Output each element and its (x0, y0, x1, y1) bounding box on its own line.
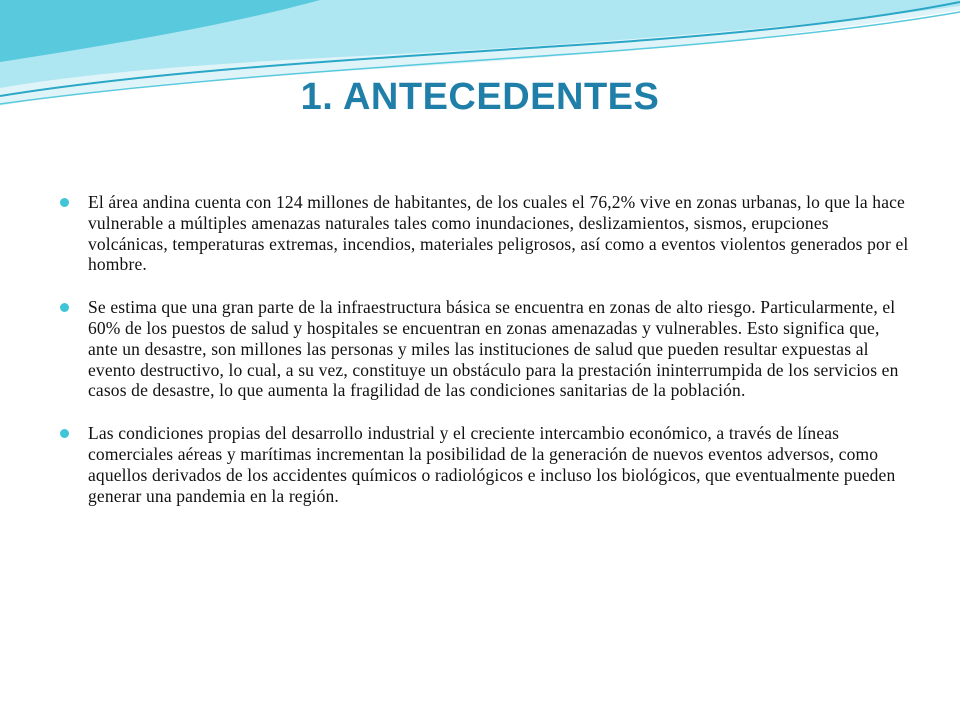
bullet-text: Se estima que una gran parte de la infraestructura básica se encuentra en zonas de alto riesgo. Particularmente, el 60% de los puestos de salud y hospitales se encuentran en zonas amenazadas y vulnerables. Esto significa que, ante un desastre, son millones las personas y miles las instituciones de salud que pueden resultar expuestas al evento destructivo, lo cual, a su vez, constituye un obstáculo para la prestación ininterrumpida de los servicios en casos de desastre, lo que aumenta la fragilidad de las condiciones sanitarias de la población. (88, 297, 899, 401)
list-item (60, 423, 910, 506)
bullet-icon (60, 303, 69, 312)
bullet-list (60, 192, 910, 528)
bullet-text: El área andina cuenta con 124 millones de habitantes, de los cuales el 76,2% vive en zonas urbanas, lo que la hace vulnerable a múltiples amenazas naturales tales como inundaciones, deslizamientos, sismos, erupciones volcánicas, temperaturas extremas, incendios, materiales peligrosos, así como a eventos violentos generados por el hombre. (88, 192, 909, 275)
list-item (60, 192, 910, 275)
bullet-icon (60, 429, 69, 438)
bullet-text: Las condiciones propias del desarrollo industrial y el creciente intercambio económico, a través de líneas comerciales aéreas y marítimas incrementan la posibilidad de la generación de nuevos eventos adversos, como aquellos derivados de los accidentes químicos o radiológicos e incluso los biológicos, que eventualmente pueden generar una pandemia en la región. (88, 423, 896, 506)
bullet-icon (60, 198, 69, 207)
slide-title: 1. ANTECEDENTES (300, 76, 660, 118)
list-item (60, 297, 910, 401)
